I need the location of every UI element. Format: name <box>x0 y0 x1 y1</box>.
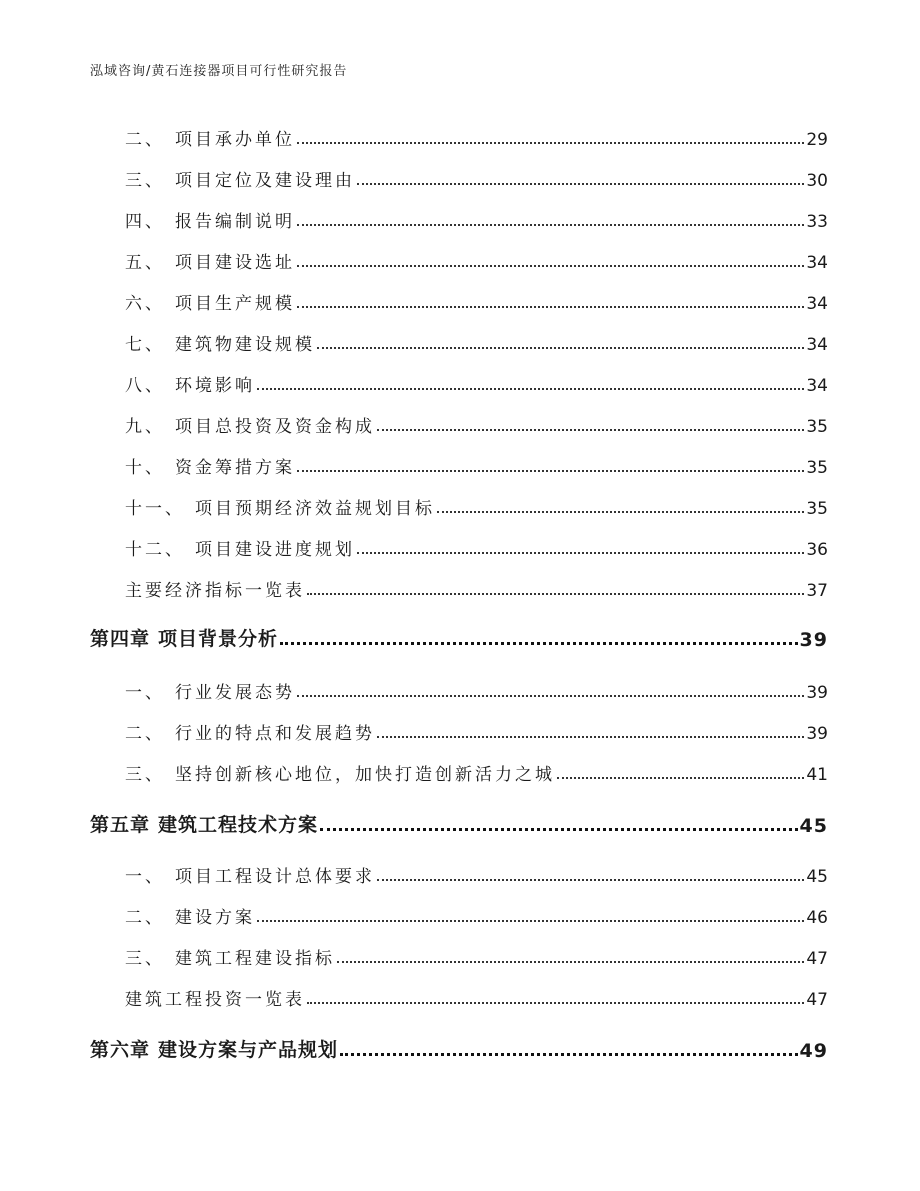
toc-entry-title: 坚持创新核心地位，加快打造创新活力之城 <box>175 765 555 785</box>
toc-entry-label <box>125 760 555 785</box>
toc-entry-label <box>125 453 295 478</box>
toc-entry-number: 二、 <box>125 908 165 928</box>
toc-entry-title: 建设方案与产品规划 <box>158 1039 339 1061</box>
toc-entry[interactable] <box>0 325 920 355</box>
toc-entry-title: 环境影响 <box>175 376 255 396</box>
toc-entry-number: 一、 <box>125 867 165 887</box>
toc-page-number: 34 <box>806 253 828 273</box>
toc-page-number: 41 <box>806 765 828 785</box>
toc-entry-title: 项目建设进度规划 <box>195 540 355 560</box>
running-header: 泓域咨询/黄石连接器项目可行性研究报告 <box>90 64 348 79</box>
toc-entry[interactable] <box>0 571 920 601</box>
toc-entry[interactable] <box>0 939 920 969</box>
toc-entry-label <box>125 719 375 744</box>
toc-page-number: 34 <box>806 335 828 355</box>
toc-entry-title: 建筑工程技术方案 <box>158 814 319 836</box>
toc-entry-label <box>125 248 295 273</box>
toc-page-number: 37 <box>806 581 828 601</box>
toc-entry-title: 行业发展态势 <box>175 683 295 703</box>
toc-entry-label <box>125 494 435 519</box>
toc-page-number: 35 <box>806 417 828 437</box>
toc-page-number: 35 <box>806 458 828 478</box>
toc-page-number: 46 <box>806 908 828 928</box>
toc-entry-number: 八、 <box>125 376 165 396</box>
toc-page-number: 33 <box>806 212 828 232</box>
toc-chapter-entry[interactable] <box>0 621 920 651</box>
toc-page-number: 34 <box>806 376 828 396</box>
toc-entry-label <box>125 125 295 150</box>
toc-dot-leader <box>297 470 804 472</box>
toc-dot-leader <box>280 642 798 645</box>
toc-chapter-entry[interactable] <box>0 807 920 837</box>
toc-entry[interactable] <box>0 714 920 744</box>
toc-entry-title: 资金筹措方案 <box>175 458 295 478</box>
toc-dot-leader <box>320 828 798 831</box>
toc-entry-number: 二、 <box>125 130 165 150</box>
toc-entry-label <box>125 985 305 1010</box>
toc-entry-title: 行业的特点和发展趋势 <box>175 724 375 744</box>
toc-entry-number: 第六章 <box>90 1039 151 1061</box>
toc-entry-number: 九、 <box>125 417 165 437</box>
toc-dot-leader <box>257 920 804 922</box>
toc-dot-leader <box>307 1002 804 1004</box>
toc-entry[interactable] <box>0 202 920 232</box>
toc-entry[interactable] <box>0 366 920 396</box>
toc-page-number: 47 <box>806 990 828 1010</box>
toc-entry-title: 项目承办单位 <box>175 130 295 150</box>
toc-dot-leader <box>377 879 804 881</box>
toc-page-number: 45 <box>806 867 828 887</box>
toc-entry-label <box>125 862 375 887</box>
toc-page-number: 35 <box>806 499 828 519</box>
toc-entry-number: 十二、 <box>125 540 185 560</box>
toc-entry[interactable] <box>0 407 920 437</box>
toc-dot-leader <box>437 511 804 513</box>
toc-entry-number: 六、 <box>125 294 165 314</box>
toc-dot-leader <box>340 1053 798 1056</box>
toc-dot-leader <box>257 388 804 390</box>
toc-entry-number: 七、 <box>125 335 165 355</box>
toc-entry-number: 三、 <box>125 949 165 969</box>
toc-page-number: 29 <box>806 130 828 150</box>
toc-entry-number: 十、 <box>125 458 165 478</box>
toc-page-number: 30 <box>806 171 828 191</box>
toc-entry[interactable] <box>0 530 920 560</box>
toc-entry-label <box>125 903 255 928</box>
toc-entry-number: 第四章 <box>90 628 151 650</box>
toc-entry-label <box>125 371 255 396</box>
toc-dot-leader <box>317 347 804 349</box>
toc-entry-label <box>125 330 315 355</box>
toc-page-number: 49 <box>799 1040 828 1062</box>
toc-dot-leader <box>297 265 804 267</box>
toc-entry-title: 项目背景分析 <box>158 628 279 650</box>
toc-entry-title: 项目工程设计总体要求 <box>175 867 375 887</box>
toc-dot-leader <box>557 777 804 779</box>
toc-entry[interactable] <box>0 857 920 887</box>
toc-entry-number: 三、 <box>125 171 165 191</box>
toc-entry-title: 建筑工程建设指标 <box>175 949 335 969</box>
toc-entry-label <box>90 1035 338 1062</box>
toc-dot-leader <box>337 961 804 963</box>
toc-entry[interactable] <box>0 448 920 478</box>
toc-entry[interactable] <box>0 489 920 519</box>
toc-entry-title: 主要经济指标一览表 <box>125 581 305 601</box>
toc-entry-label <box>125 678 295 703</box>
toc-entry[interactable] <box>0 755 920 785</box>
toc-entry-title: 建筑工程投资一览表 <box>125 990 305 1010</box>
toc-entry-title: 报告编制说明 <box>175 212 295 232</box>
toc-entry-number: 第五章 <box>90 814 151 836</box>
toc-entry-title: 项目预期经济效益规划目标 <box>195 499 435 519</box>
toc-entry-label <box>125 535 355 560</box>
toc-entry-number: 四、 <box>125 212 165 232</box>
toc-entry-title: 建筑物建设规模 <box>175 335 315 355</box>
toc-page-number: 45 <box>799 815 828 837</box>
toc-page-number: 39 <box>799 629 828 651</box>
toc-entry-title: 建设方案 <box>175 908 255 928</box>
toc-entry[interactable] <box>0 673 920 703</box>
toc-dot-leader <box>297 695 804 697</box>
toc-chapter-entry[interactable] <box>0 1032 920 1062</box>
toc-dot-leader <box>297 142 804 144</box>
toc-entry-label <box>125 289 295 314</box>
toc-entry-number: 一、 <box>125 683 165 703</box>
toc-entry-label <box>125 944 335 969</box>
toc-entry[interactable] <box>0 980 920 1010</box>
toc-entry[interactable] <box>0 243 920 273</box>
toc-entry-label <box>125 412 375 437</box>
toc-entry-label <box>125 207 295 232</box>
toc-entry[interactable] <box>0 120 920 150</box>
toc-entry-title: 项目总投资及资金构成 <box>175 417 375 437</box>
toc-dot-leader <box>297 224 804 226</box>
toc-entry-title: 项目定位及建设理由 <box>175 171 355 191</box>
toc-entry-label <box>125 166 355 191</box>
toc-page-number: 39 <box>806 683 828 703</box>
toc-entry-label <box>90 810 318 837</box>
toc-dot-leader <box>357 552 804 554</box>
toc-dot-leader <box>307 593 804 595</box>
toc-entry[interactable] <box>0 284 920 314</box>
toc-page-number: 39 <box>806 724 828 744</box>
toc-entry-number: 十一、 <box>125 499 185 519</box>
toc-entry-title: 项目建设选址 <box>175 253 295 273</box>
toc-entry-title: 项目生产规模 <box>175 294 295 314</box>
toc-page-number: 47 <box>806 949 828 969</box>
toc-entry-label <box>125 576 305 601</box>
toc-dot-leader <box>357 183 804 185</box>
toc-entry-label <box>90 624 278 651</box>
toc-entry[interactable] <box>0 898 920 928</box>
toc-entry[interactable] <box>0 161 920 191</box>
toc-entry-number: 五、 <box>125 253 165 273</box>
toc-dot-leader <box>377 429 804 431</box>
toc-page-number: 34 <box>806 294 828 314</box>
toc-entry-number: 三、 <box>125 765 165 785</box>
toc-entry-number: 二、 <box>125 724 165 744</box>
toc-page-number: 36 <box>806 540 828 560</box>
toc-dot-leader <box>297 306 804 308</box>
toc-dot-leader <box>377 736 804 738</box>
